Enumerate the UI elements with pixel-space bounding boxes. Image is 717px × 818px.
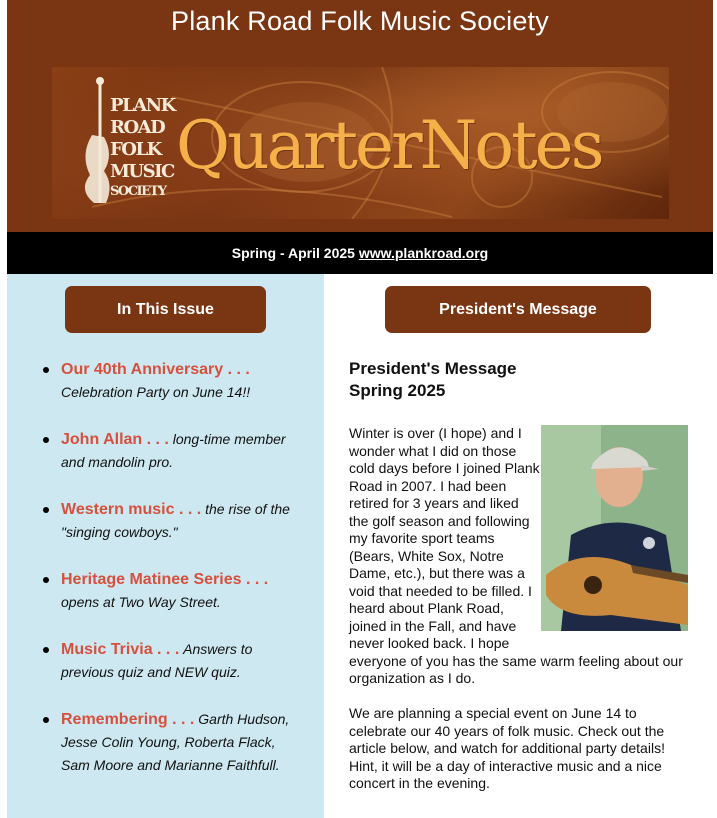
issue-link-john-allan[interactable]: John Allan . . . bbox=[61, 431, 169, 448]
society-title: Plank Road Folk Music Society bbox=[171, 6, 549, 36]
issue-date-bar bbox=[7, 232, 713, 274]
society-logo bbox=[70, 75, 175, 211]
issue-link-music-trivia[interactable]: Music Trivia . . . bbox=[61, 641, 180, 658]
logo-text-society: SOCIETY bbox=[110, 184, 166, 199]
list-item: Western music . . . the rise of the "singing cowboys." bbox=[61, 498, 307, 544]
logo-text-road: ROAD bbox=[110, 117, 165, 138]
message-paragraph: Winter is over (I hope) and I wonder what I did on those cold days before I joined Plank Road in 2007. I had been retired for 3 years and liked the golf season and following my favorite sport teams (Bears, White Sox, Notre Dame, etc.), but there was a void that needed to be filled. I heard about Plank Road, joined in the Fall, and have never looked back. I hope everyone of you has the same warm feeling about our organization as I do. bbox=[349, 425, 683, 686]
list-item: Music Trivia . . . Answers to previous quiz and NEW quiz. bbox=[61, 638, 307, 684]
issue-link-heritage-matinee[interactable]: Heritage Matinee Series . . . bbox=[61, 571, 269, 588]
logo-text-folk: FOLK bbox=[110, 139, 161, 160]
header bbox=[7, 0, 713, 232]
logo-text-plank: PLANK bbox=[110, 95, 175, 116]
issue-link-anniversary[interactable]: Our 40th Anniversary . . . bbox=[61, 361, 250, 378]
list-item: John Allan . . . long-time member and mandolin pro. bbox=[61, 428, 307, 474]
in-this-issue-tab[interactable]: In This Issue bbox=[65, 286, 266, 333]
message-title: President's Message bbox=[349, 359, 517, 378]
logo-text-music: MUSIC bbox=[110, 161, 174, 182]
message-paragraph: We are planning a special event on June 14 to celebrate our 40 years of folk music. Check out the article below, and watch for additional party details! Hint, it will be a day of interactive music and a nice concert in the evening. bbox=[349, 705, 665, 791]
list-item: Heritage Matinee Series . . . opens at Two Way Street. bbox=[61, 568, 307, 614]
newsletter-title: QuarterNotes bbox=[176, 107, 602, 184]
president-portrait-image bbox=[541, 425, 688, 631]
list-item: Our 40th Anniversary . . . Celebration Party on June 14!! bbox=[61, 358, 307, 404]
president-photo bbox=[541, 425, 688, 631]
issue-list bbox=[61, 358, 307, 801]
in-this-issue-sidebar bbox=[7, 274, 324, 818]
message-subtitle: Spring 2025 bbox=[349, 381, 446, 400]
issue-label: Spring - April 2025 bbox=[231, 245, 355, 261]
list-item: Remembering . . . Garth Hudson, Jesse Colin Young, Roberta Flack, Sam Moore and Marianne Faithfull. bbox=[61, 708, 307, 777]
website-link[interactable]: www.plankroad.org bbox=[358, 245, 489, 261]
message-heading bbox=[349, 358, 517, 402]
presidents-message-tab[interactable]: President's Message bbox=[385, 286, 651, 333]
issue-link-remembering[interactable]: Remembering . . . bbox=[61, 711, 195, 728]
issue-link-western-music[interactable]: Western music . . . bbox=[61, 501, 202, 518]
newsletter-banner bbox=[52, 67, 669, 219]
newsletter-page bbox=[7, 0, 713, 818]
